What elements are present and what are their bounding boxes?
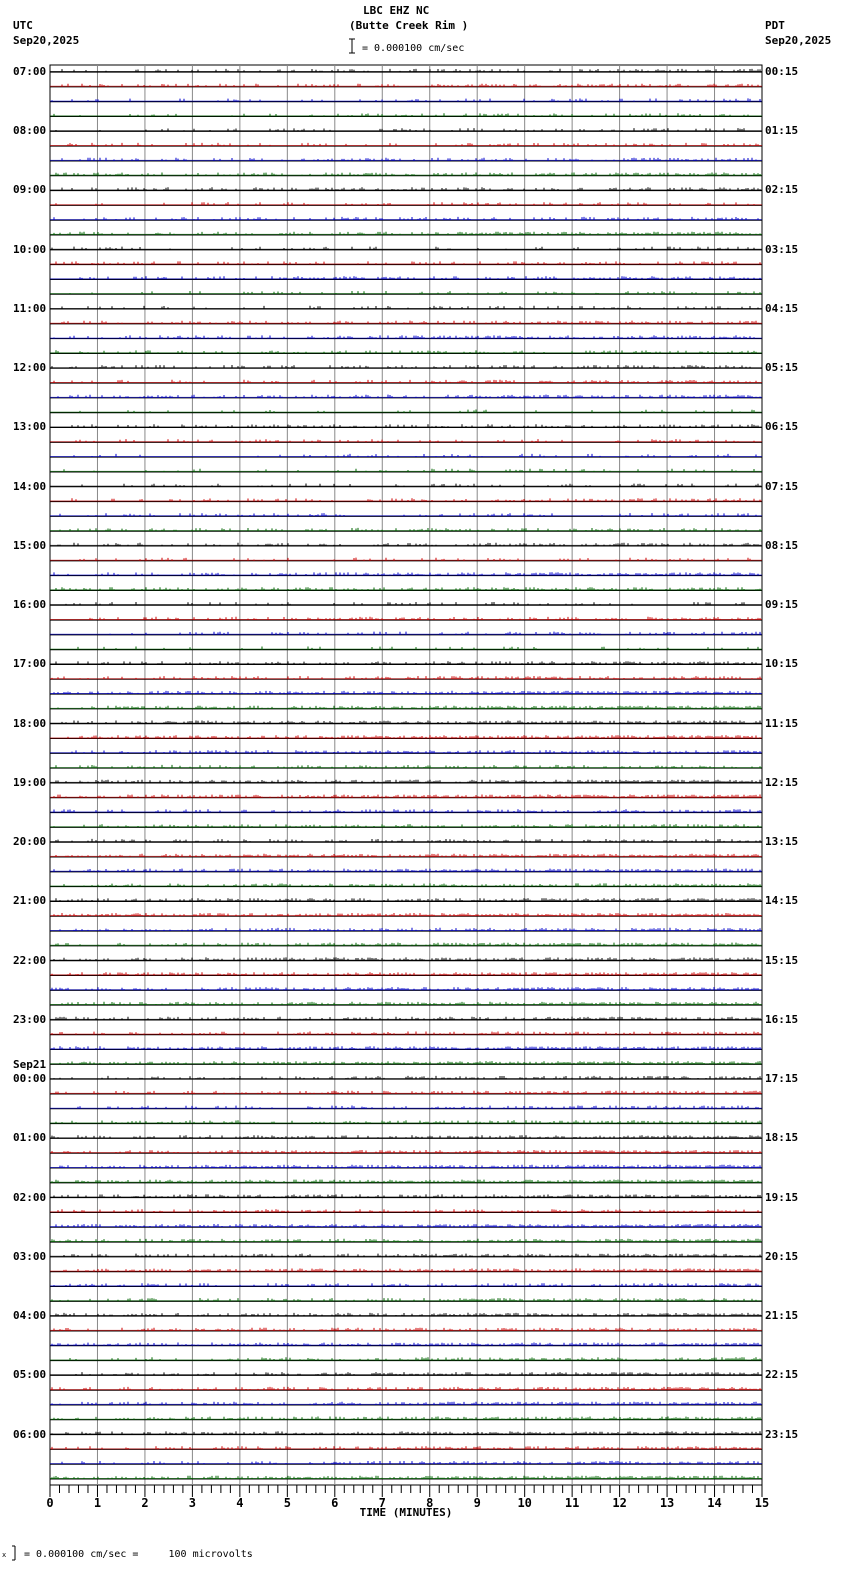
utc-hour-label: 21:00 bbox=[13, 894, 47, 908]
pdt-hour-label: 06:15 bbox=[765, 420, 799, 434]
utc-hour-label: 06:00 bbox=[13, 1427, 47, 1441]
pdt-hour-label: 11:15 bbox=[765, 716, 799, 730]
pdt-hour-label: 08:15 bbox=[765, 538, 799, 552]
pdt-hour-label: 01:15 bbox=[765, 124, 799, 138]
utc-hour-label: 17:00 bbox=[13, 657, 47, 671]
x-tick-label: 4 bbox=[236, 1496, 244, 1510]
x-tick-label: 6 bbox=[331, 1496, 339, 1510]
x-tick-label: 11 bbox=[564, 1496, 580, 1510]
x-tick-label: 14 bbox=[707, 1496, 722, 1510]
pdt-hour-label: 00:15 bbox=[765, 65, 799, 78]
utc-hour-label: 13:00 bbox=[13, 420, 47, 434]
utc-hour-label: 08:00 bbox=[13, 124, 47, 138]
utc-hour-label: 05:00 bbox=[13, 1368, 47, 1382]
pdt-hour-label: 17:15 bbox=[765, 1072, 799, 1086]
pdt-hour-label: 20:15 bbox=[765, 1249, 799, 1263]
pdt-hour-label: 21:15 bbox=[765, 1309, 799, 1323]
pdt-hour-label: 05:15 bbox=[765, 361, 799, 375]
footer-mark: x bbox=[2, 1551, 7, 1559]
pdt-hour-label: 19:15 bbox=[765, 1190, 799, 1204]
x-tick-label: 10 bbox=[517, 1496, 532, 1510]
utc-hour-label: 15:00 bbox=[13, 538, 47, 552]
utc-hour-label: 18:00 bbox=[13, 716, 47, 730]
footer-scale-bar-icon bbox=[12, 1546, 15, 1560]
x-tick-label: 8 bbox=[426, 1496, 434, 1510]
utc-hour-label: 03:00 bbox=[13, 1249, 47, 1263]
utc-hour-label: 12:00 bbox=[13, 361, 47, 375]
x-tick-label: 1 bbox=[93, 1496, 102, 1510]
pdt-hour-label: 16:15 bbox=[765, 1012, 799, 1026]
right-timezone: PDT bbox=[765, 19, 785, 32]
utc-hour-label: 16:00 bbox=[13, 598, 47, 612]
pdt-hour-label: 14:15 bbox=[765, 894, 799, 908]
utc-hour-label: 11:00 bbox=[13, 301, 47, 315]
pdt-hour-label: 04:15 bbox=[765, 301, 799, 315]
left-timezone: UTC bbox=[13, 19, 33, 32]
utc-hour-label: 09:00 bbox=[13, 183, 47, 197]
x-tick-label: 12 bbox=[612, 1496, 627, 1510]
pdt-hour-label: 18:15 bbox=[765, 1131, 799, 1145]
pdt-hour-label: 12:15 bbox=[765, 775, 799, 789]
utc-hour-label: 00:00 bbox=[13, 1072, 47, 1086]
utc-hour-label: 19:00 bbox=[13, 775, 47, 789]
x-tick-label: 2 bbox=[141, 1496, 149, 1510]
pdt-hour-label: 07:15 bbox=[765, 479, 799, 493]
x-tick-label: 5 bbox=[283, 1496, 291, 1510]
utc-hour-label: 14:00 bbox=[13, 479, 47, 493]
utc-hour-label: 07:00 bbox=[13, 65, 47, 78]
right-date: Sep20,2025 bbox=[765, 34, 832, 47]
x-axis-label: TIME (MINUTES) bbox=[359, 1506, 453, 1519]
station-title: LBC EHZ NC bbox=[363, 4, 430, 17]
x-tick-label: 15 bbox=[754, 1496, 770, 1510]
pdt-hour-label: 02:15 bbox=[765, 183, 799, 197]
x-tick-label: 13 bbox=[659, 1496, 675, 1510]
pdt-hour-label: 03:15 bbox=[765, 242, 799, 256]
x-tick-label: 7 bbox=[378, 1496, 386, 1510]
pdt-hour-label: 13:15 bbox=[765, 835, 799, 849]
footer-scale: = 0.000100 cm/sec = 100 microvolts bbox=[24, 1549, 253, 1560]
x-tick-label: 0 bbox=[46, 1496, 54, 1510]
utc-hour-label: 22:00 bbox=[13, 953, 47, 967]
pdt-hour-label: 15:15 bbox=[765, 953, 799, 967]
utc-hour-label: 02:00 bbox=[13, 1190, 47, 1204]
pdt-hour-label: 23:15 bbox=[765, 1427, 799, 1441]
utc-hour-label: 23:00 bbox=[13, 1012, 47, 1026]
scale-legend: = 0.000100 cm/sec bbox=[362, 43, 465, 54]
utc-hour-label: 20:00 bbox=[13, 835, 47, 849]
utc-hour-label: 01:00 bbox=[13, 1131, 47, 1145]
pdt-hour-label: 09:15 bbox=[765, 598, 799, 612]
utc-hour-label: 10:00 bbox=[13, 242, 47, 256]
utc-date-change-label: Sep21 bbox=[13, 1058, 47, 1072]
station-location: (Butte Creek Rim ) bbox=[349, 19, 469, 32]
left-date: Sep20,2025 bbox=[13, 34, 80, 47]
utc-hour-label: 04:00 bbox=[13, 1309, 47, 1323]
x-tick-label: 9 bbox=[473, 1496, 481, 1510]
scale-bar-icon bbox=[349, 39, 355, 53]
x-tick-label: 3 bbox=[188, 1496, 197, 1510]
pdt-hour-label: 10:15 bbox=[765, 657, 799, 671]
pdt-hour-label: 22:15 bbox=[765, 1368, 799, 1382]
